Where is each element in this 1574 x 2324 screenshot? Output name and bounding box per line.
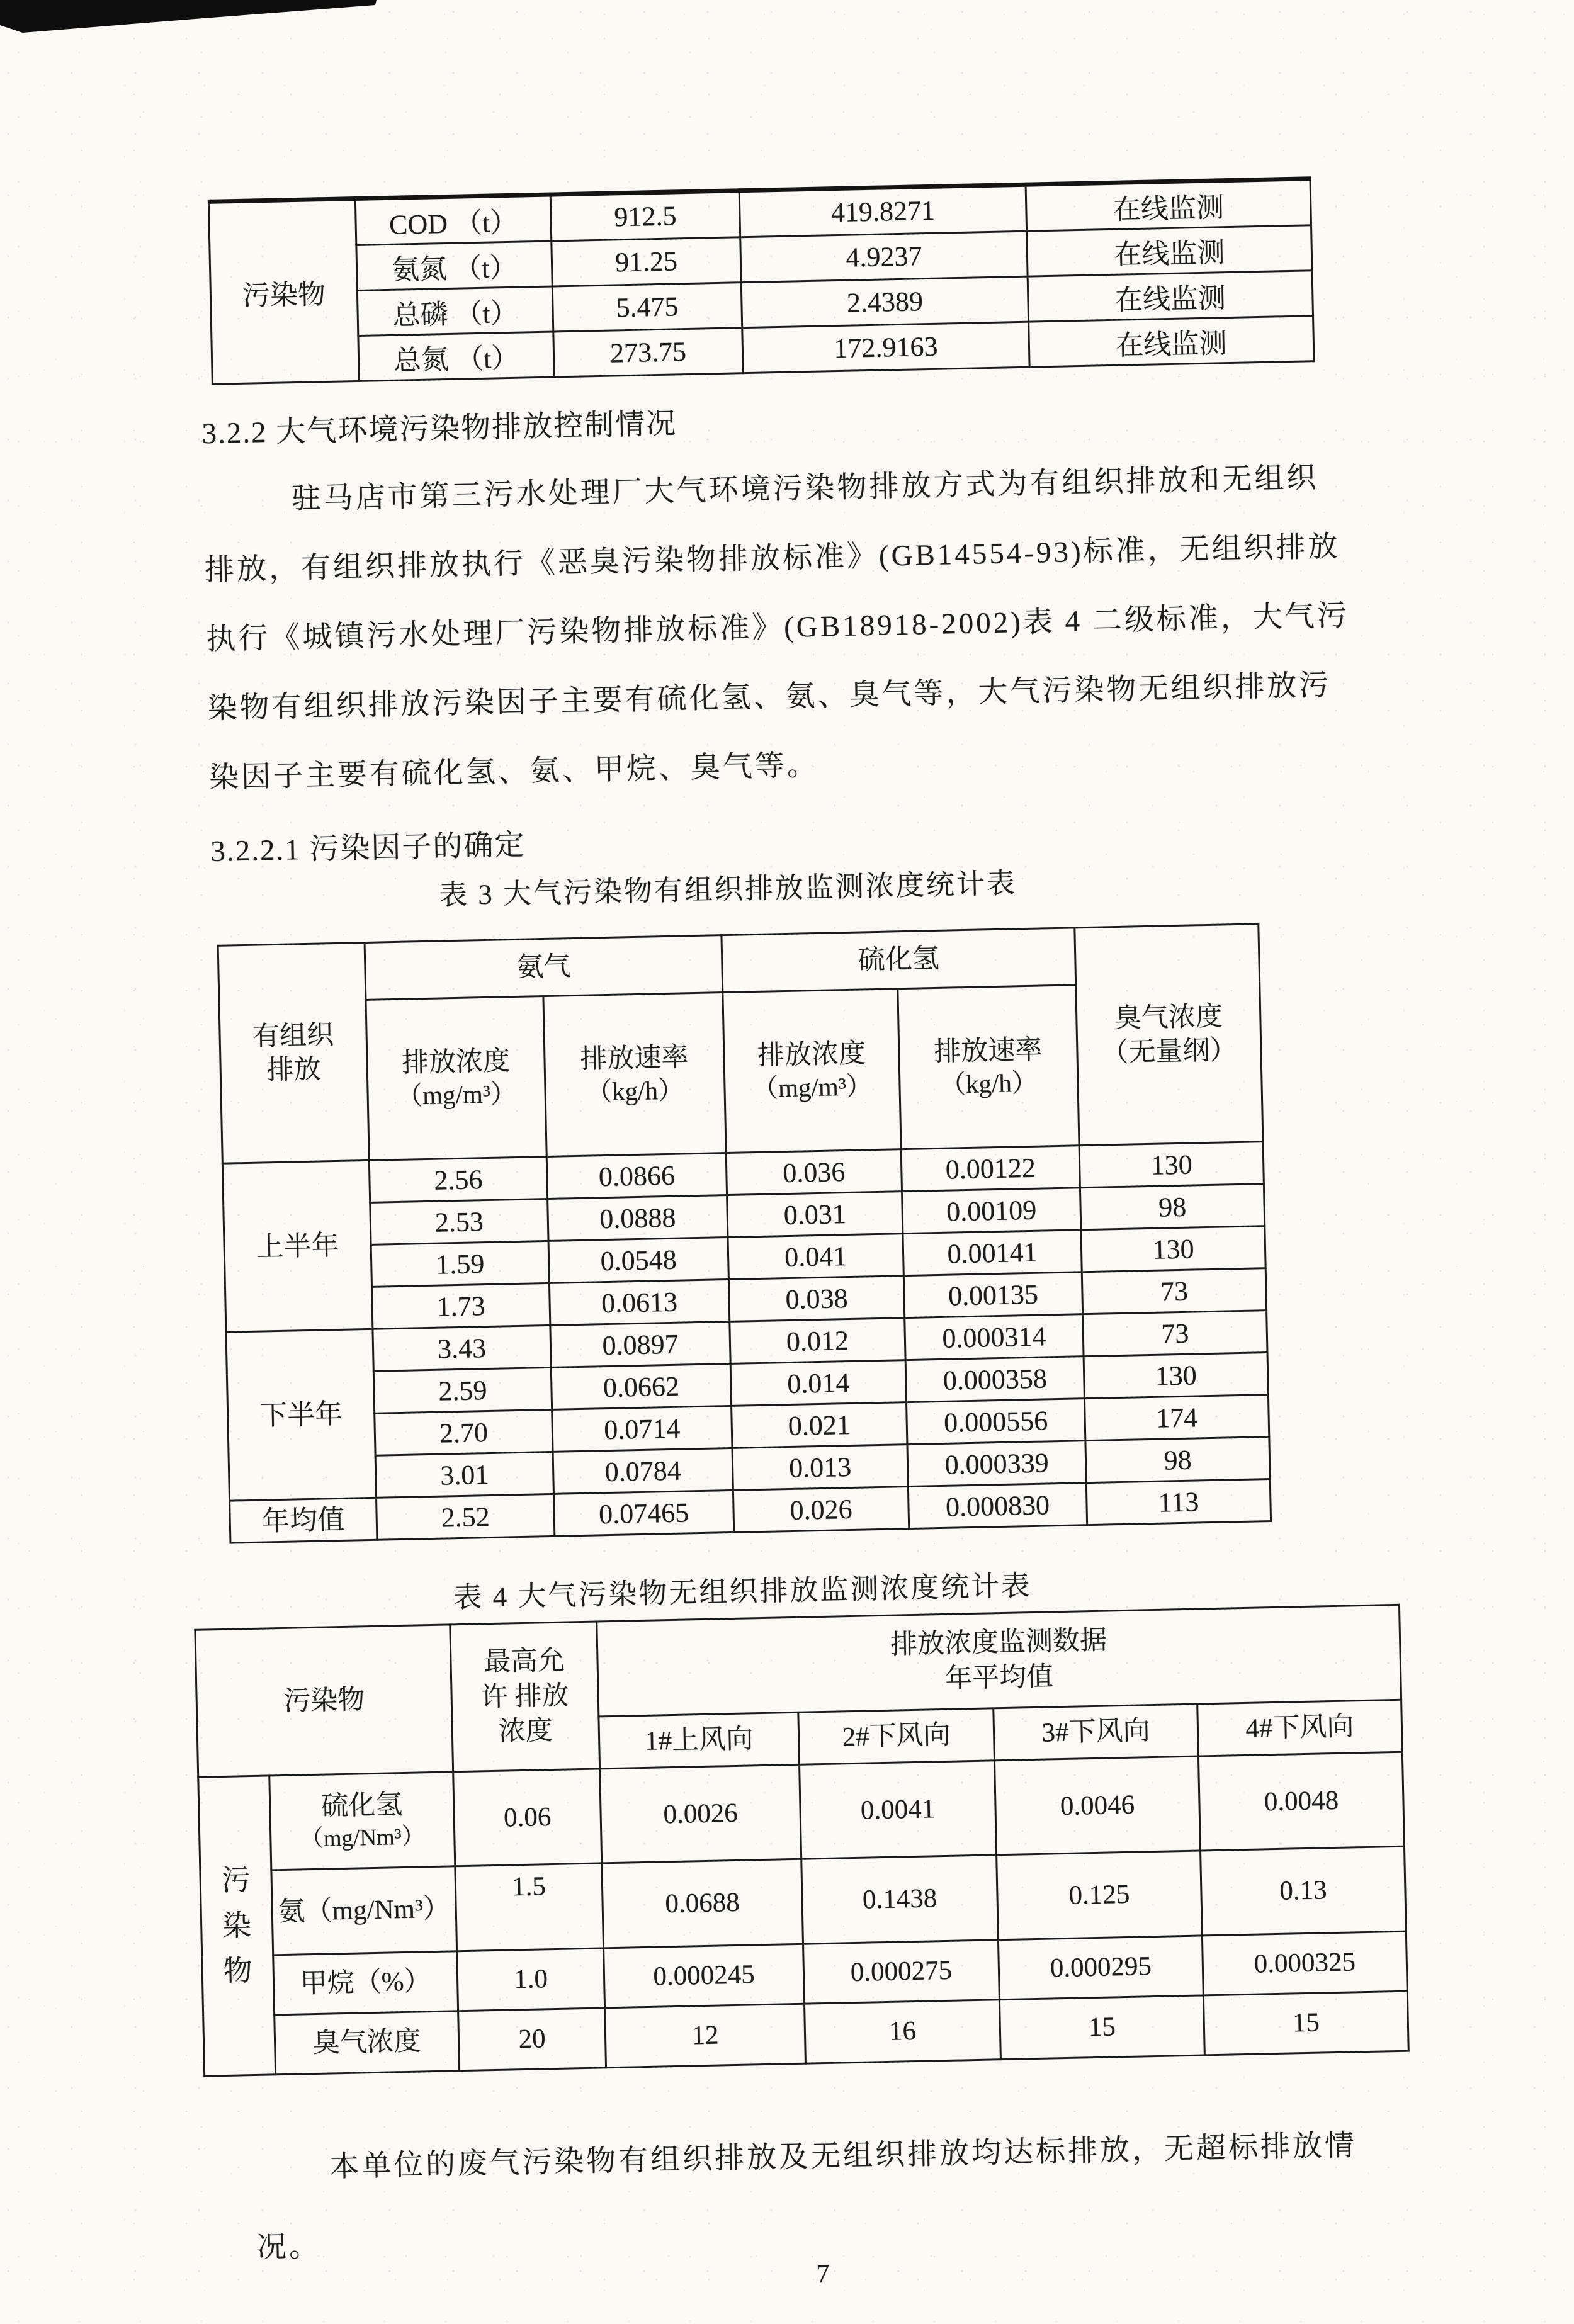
header-line: 许 排放 xyxy=(480,1680,570,1712)
vertical-char: 物 xyxy=(223,1955,253,1988)
cell: 912.5 xyxy=(550,191,740,241)
header-line: 浓度 xyxy=(498,1716,553,1747)
column-header-pollutant: 污染物 xyxy=(195,1625,453,1777)
cell: 0.014 xyxy=(730,1360,906,1406)
cell: 0.000314 xyxy=(905,1314,1084,1360)
cell: 0.0613 xyxy=(549,1279,729,1325)
row-label-ammonia xyxy=(271,1866,457,1955)
cell: 130 xyxy=(1079,1142,1264,1188)
label-unit: （mg/Nm³） xyxy=(300,1824,426,1853)
cell: 0.06 xyxy=(453,1769,602,1866)
paragraph-line: 执行《城镇污水处理厂污染物排放标准》(GB18918-2002)表 4 二级标准，大气污 xyxy=(205,599,1350,657)
column-group-ammonia: 氨气 xyxy=(365,935,723,1000)
column-header-rate xyxy=(898,985,1079,1149)
cell: 2.53 xyxy=(370,1199,548,1244)
cell: 2.4389 xyxy=(741,276,1028,328)
cell: 98 xyxy=(1085,1437,1270,1483)
cell: 氨氮 （t） xyxy=(356,241,552,290)
header-line: 排放速率 xyxy=(580,1042,689,1075)
cell: 73 xyxy=(1083,1311,1267,1357)
column-header-concentration xyxy=(366,996,546,1161)
cell: 0.0866 xyxy=(546,1153,727,1199)
cell: 273.75 xyxy=(553,328,743,377)
section-heading-3221: 3.2.2.1 污染因子的确定 xyxy=(210,828,526,869)
section-heading-322: 3.2.2 大气环境污染物排放控制情况 xyxy=(201,407,677,451)
cell: 总氮 （t） xyxy=(358,332,554,381)
header-line: 排放浓度 xyxy=(757,1038,866,1071)
cell: 0.0048 xyxy=(1198,1752,1404,1851)
cell: 0.0662 xyxy=(551,1363,731,1409)
cell: 20 xyxy=(458,2008,606,2071)
cell: 0.026 xyxy=(733,1487,909,1533)
column-header-organized xyxy=(218,942,369,1163)
cell: 0.000556 xyxy=(907,1399,1085,1445)
header-line: 年平均值 xyxy=(944,1662,1054,1694)
paragraph-line: 驻马店市第三污水处理厂大气环境污染物排放方式为有组织排放和无组织 xyxy=(291,461,1319,516)
table4-caption: 表 4 大气污染物无组织排放监测浓度统计表 xyxy=(453,1570,1032,1614)
cell: 0.038 xyxy=(728,1276,904,1322)
cell: 0.036 xyxy=(726,1149,902,1195)
cell: 总磷 （t） xyxy=(357,286,553,336)
cell: 0.0041 xyxy=(800,1761,997,1859)
header-line: 最高允 xyxy=(483,1645,565,1677)
closing-paragraph-line1: 本单位的废气污染物有组织排放及无组织排放均达标排放，无超标排放情 xyxy=(329,2129,1357,2184)
cell: 2.70 xyxy=(375,1409,553,1455)
cell: 0.041 xyxy=(728,1234,903,1280)
cell: 2.59 xyxy=(373,1367,552,1413)
cell: 3.01 xyxy=(375,1452,553,1498)
label-line: 氨（mg/Nm³） xyxy=(278,1893,451,1927)
header-line: 排放浓度监测数据 xyxy=(890,1625,1107,1660)
cell: 1.5 xyxy=(455,1863,604,1951)
row-group-label: 污染物 xyxy=(208,199,359,385)
cell: 1.73 xyxy=(372,1283,550,1329)
cell: 0.07465 xyxy=(553,1490,733,1536)
cell: 130 xyxy=(1084,1353,1268,1399)
header-unit: （mg/m³） xyxy=(396,1079,517,1111)
cell: 3.43 xyxy=(373,1325,551,1371)
cell: 0.1438 xyxy=(801,1855,999,1944)
cell: 113 xyxy=(1086,1479,1271,1525)
cell: 130 xyxy=(1081,1226,1265,1272)
cell: 4.9237 xyxy=(740,231,1028,283)
header-line: 排放浓度 xyxy=(401,1046,511,1078)
table-header-row xyxy=(218,924,1260,1003)
row-label-odor xyxy=(275,2011,460,2075)
label-line: 臭气浓度 xyxy=(312,2026,422,2059)
row-group-second-half: 下半年 xyxy=(226,1329,377,1501)
cell: 在线监测 xyxy=(1027,225,1312,276)
row-group-pollutant-vertical xyxy=(198,1776,276,2076)
table3-caption: 表 3 大气污染物有组织排放监测浓度统计表 xyxy=(438,867,1017,911)
row-label-h2s xyxy=(269,1772,455,1870)
paragraph-line: 染因子主要有硫化氢、氨、甲烷、臭气等。 xyxy=(208,748,820,795)
cell: 在线监测 xyxy=(1026,179,1311,231)
cell: 419.8271 xyxy=(739,184,1026,237)
organized-emission-table xyxy=(217,923,1272,1543)
vertical-char: 污 xyxy=(221,1864,251,1897)
header-line: 排放 xyxy=(266,1054,322,1085)
paragraph-line: 排放，有组织排放执行《恶臭污染物排放标准》(GB14554-93)标准，无组织排放 xyxy=(204,530,1341,587)
cell: 0.031 xyxy=(727,1192,903,1238)
cell: 0.000830 xyxy=(908,1483,1087,1529)
header-unit: （kg/h） xyxy=(939,1068,1038,1100)
cell: 0.00135 xyxy=(903,1272,1082,1318)
paragraph-emission-control xyxy=(203,441,1406,813)
header-line: 臭气浓度 xyxy=(1114,1001,1223,1034)
header-line: （无量纲） xyxy=(1101,1035,1237,1068)
cell: 5.475 xyxy=(552,283,742,332)
vertical-char: 染 xyxy=(222,1909,252,1943)
cell: 0.000358 xyxy=(905,1357,1084,1402)
row-group-first-half: 上半年 xyxy=(222,1160,373,1332)
cell: 2.52 xyxy=(377,1494,555,1540)
cell: 0.000295 xyxy=(998,1936,1203,2000)
cell: 0.0688 xyxy=(602,1859,803,1948)
cell: 98 xyxy=(1080,1184,1264,1230)
row-label-annual: 年均值 xyxy=(230,1498,377,1543)
cell: 2.56 xyxy=(369,1156,547,1202)
unorganized-emission-table xyxy=(194,1604,1409,2077)
header-unit: （kg/h） xyxy=(586,1075,684,1107)
cell: 1.0 xyxy=(457,1948,605,2011)
cell: 16 xyxy=(805,2000,1001,2063)
column-group-monitoring-data xyxy=(597,1605,1401,1717)
cell: 0.000245 xyxy=(604,1944,805,2008)
cell: 0.013 xyxy=(732,1445,908,1491)
column-header-rate xyxy=(543,993,726,1157)
column-header-point3: 3#下风向 xyxy=(994,1704,1199,1761)
cell: 0.000275 xyxy=(803,1940,1000,2004)
cell: 在线监测 xyxy=(1028,271,1313,322)
cell: 15 xyxy=(999,1995,1204,2060)
column-group-h2s: 硫化氢 xyxy=(722,928,1076,993)
cell: 0.0046 xyxy=(994,1756,1200,1855)
cell: 0.0026 xyxy=(600,1764,801,1863)
cell: 0.00122 xyxy=(901,1146,1080,1192)
column-header-point1: 1#上风向 xyxy=(599,1712,800,1769)
cell: 172.9163 xyxy=(742,322,1029,373)
cell: 0.125 xyxy=(997,1851,1203,1940)
cell: 15 xyxy=(1203,1991,1408,2055)
cell: 0.0714 xyxy=(552,1406,732,1452)
cell: 0.00109 xyxy=(902,1188,1081,1234)
cell: 1.59 xyxy=(371,1241,549,1287)
label-line: 甲烷（%） xyxy=(300,1966,432,1999)
cell: 12 xyxy=(605,2004,806,2068)
cell: 174 xyxy=(1084,1395,1269,1441)
header-line: 有组织 xyxy=(252,1020,334,1052)
cell: 0.0784 xyxy=(553,1448,733,1494)
cell: 0.000339 xyxy=(907,1441,1086,1487)
closing-paragraph-line2: 况。 xyxy=(256,2230,322,2265)
column-header-odor xyxy=(1075,924,1263,1146)
cell: 0.13 xyxy=(1201,1846,1407,1936)
header-line: 排放速率 xyxy=(933,1034,1043,1067)
cell: 0.0888 xyxy=(548,1195,728,1241)
cell: 91.25 xyxy=(552,237,741,286)
column-header-point4: 4#下风向 xyxy=(1197,1700,1403,1756)
page-number: 7 xyxy=(816,2259,830,2289)
cell: 0.012 xyxy=(730,1318,905,1364)
column-header-concentration xyxy=(723,989,901,1153)
column-header-point2: 2#下风向 xyxy=(798,1708,995,1764)
label-line: 硫化氢 xyxy=(320,1790,403,1822)
cell: COD （t） xyxy=(355,195,551,245)
cell: 0.0897 xyxy=(550,1321,730,1367)
cell: 在线监测 xyxy=(1029,316,1314,367)
cell: 73 xyxy=(1082,1268,1266,1314)
paragraph-line: 染物有组织排放污染因子主要有硫化氢、氨、臭气等，大气污染物无组织排放污 xyxy=(207,668,1332,726)
column-header-limit xyxy=(450,1622,600,1772)
cell: 0.000325 xyxy=(1202,1931,1407,1995)
row-label-methane xyxy=(273,1951,458,2015)
cell: 0.00141 xyxy=(903,1230,1082,1276)
pollutant-discharge-table xyxy=(208,176,1315,385)
header-unit: （mg/m³） xyxy=(752,1071,873,1103)
cell: 0.0548 xyxy=(548,1237,728,1283)
cell: 0.021 xyxy=(732,1402,907,1448)
